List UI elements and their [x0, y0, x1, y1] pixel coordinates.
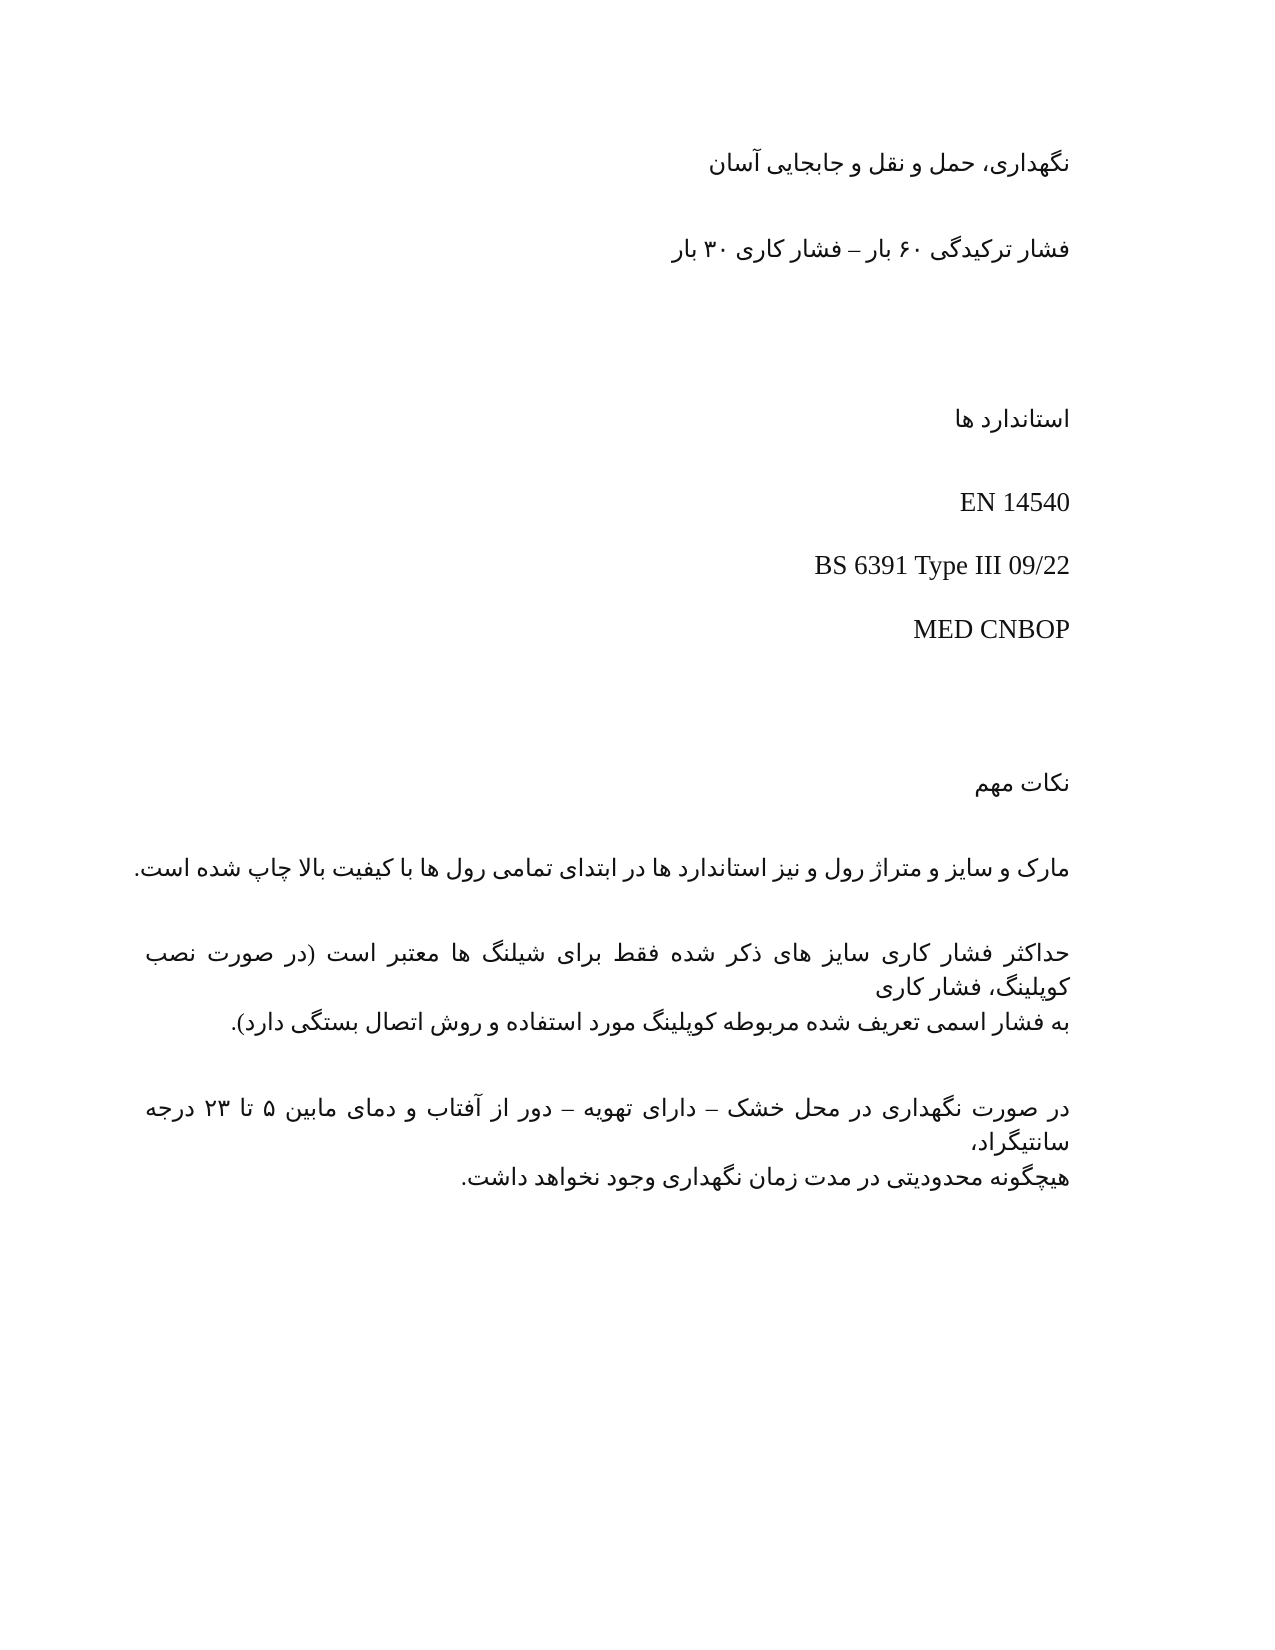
note-1: مارک و سایز و متراژ رول و نیز استاندارد ها در ابتدای تمامی رول ها با کیفیت بالا چاپ شده است. — [133, 856, 1070, 882]
pressure-line: فشار ترکیدگی ۶۰ بار – فشار کاری ۳۰ بار — [671, 237, 1070, 263]
note-2-line-2: به فشار اسمی تعریف شده مربوطه کوپلینگ مورد استفاده و روش اتصال بستگی دارد). — [230, 1010, 1070, 1036]
standards-heading: استاندارد ها — [954, 407, 1070, 433]
note-3-line-1: در صورت نگهداری در محل خشک – دارای تهویه – دور از آفتاب و دمای مابین ۵ تا ۲۳ درجه سانتیگراد، — [145, 1096, 1070, 1156]
storage-line: نگهداری، حمل و نقل و جابجایی آسان — [708, 151, 1070, 177]
note-3-line-2: هیچگونه محدودیتی در مدت زمان نگهداری وجود نخواهد داشت. — [460, 1165, 1070, 1191]
note-2-line-1: حداکثر فشار کاری سایز های ذکر شده فقط برای شیلنگ ها معتبر است (در صورت نصب کوپلینگ، فشار کاری — [145, 941, 1070, 1001]
standard-item: BS 6391 Type III 09/22 — [814, 550, 1070, 580]
standard-item: EN 14540 — [959, 487, 1070, 517]
standard-item: MED CNBOP — [913, 614, 1070, 644]
notes-heading: نکات مهم — [974, 771, 1070, 797]
